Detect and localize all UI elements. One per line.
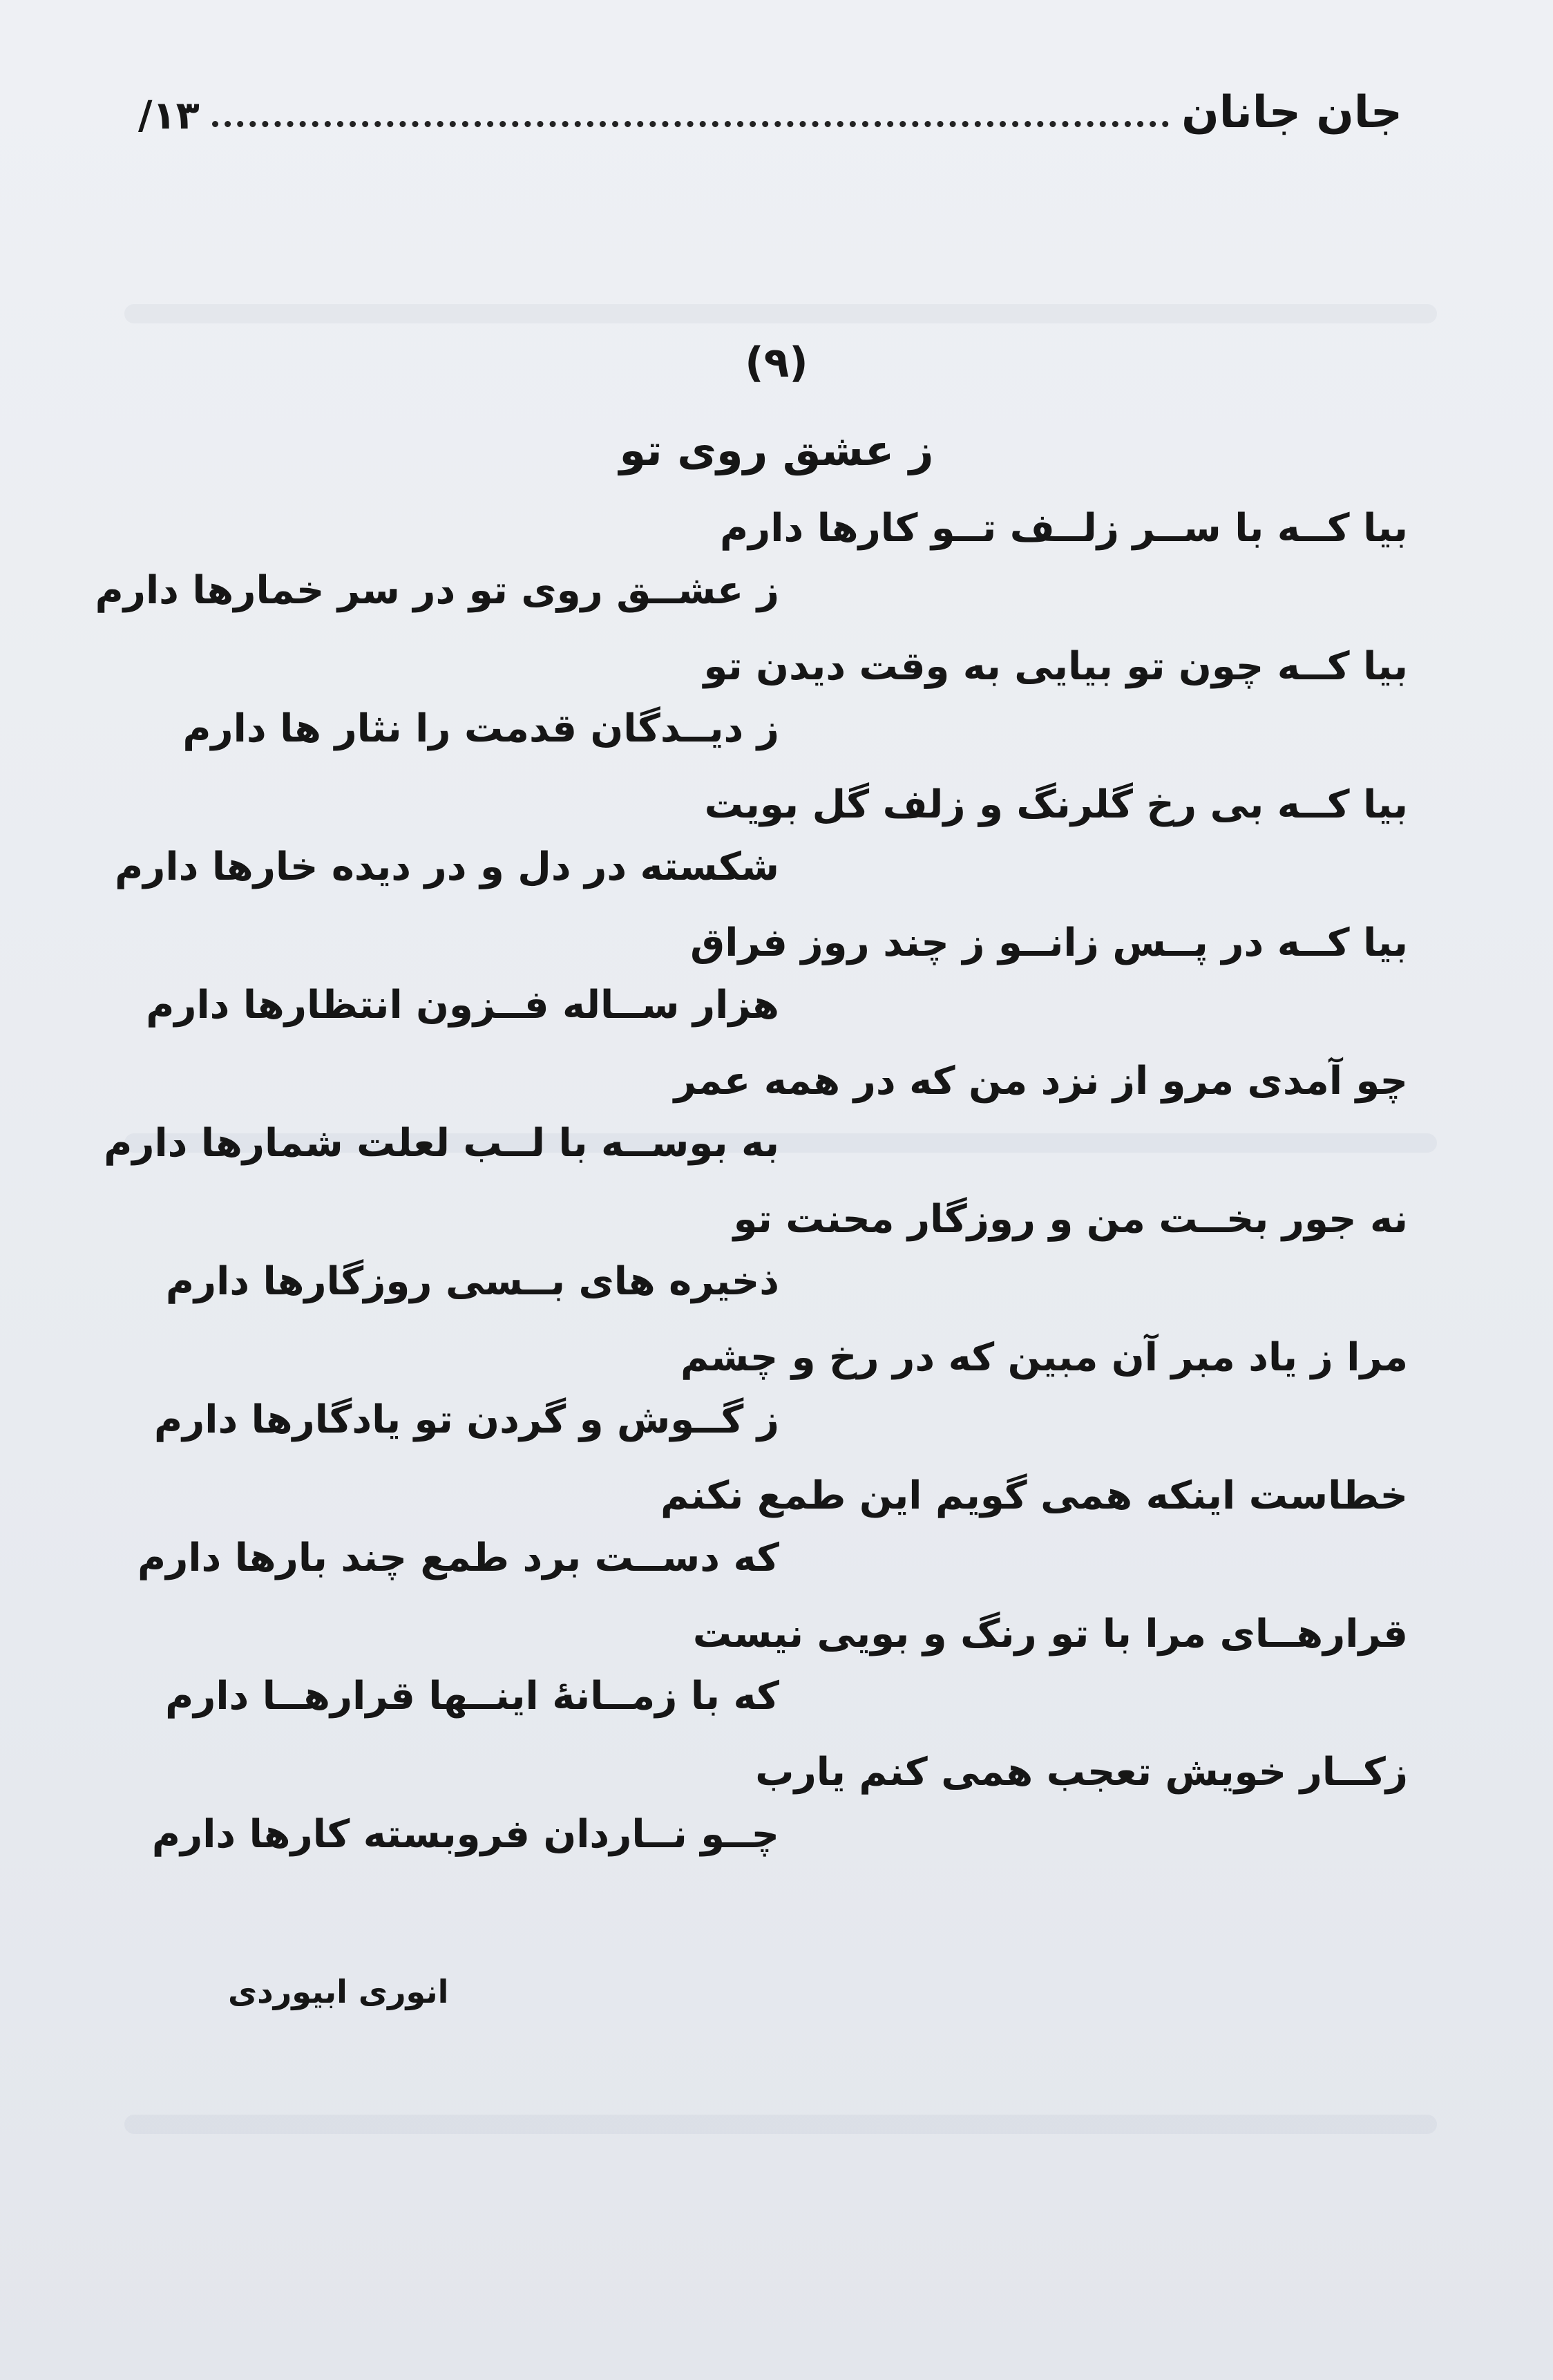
verse-first-hemistich: بیا کــه با ســر زلــف تــو کارها دارم xyxy=(720,506,1408,551)
verse xyxy=(0,1607,1553,1745)
verse-first-hemistich: قرارهــای مرا با تو رنگ و بویی نیست xyxy=(692,1612,1408,1656)
verse-second-hemistich: ز گــوش و گردن تو یادگارها دارم xyxy=(153,1397,779,1442)
verse-second-hemistich: ذخیره های بــسی روزگارها دارم xyxy=(165,1259,779,1304)
verse-first-hemistich: مرا ز یاد مبر آن مبین که در رخ و چشم xyxy=(680,1335,1408,1380)
verse xyxy=(0,1192,1553,1330)
poem-number: (۹) xyxy=(745,339,808,387)
page-header xyxy=(138,55,1402,138)
header-dotted-leader xyxy=(212,120,1169,127)
verse-first-hemistich: خطاست اینکه همی گویم این طمع نکنم xyxy=(660,1473,1408,1518)
verse xyxy=(0,639,1553,777)
verse-second-hemistich: ز دیــدگان قدمت را نثار ها دارم xyxy=(182,706,779,751)
verse-first-hemistich: نه جور بخــت من و روزگار محنت تو xyxy=(733,1197,1408,1242)
verse xyxy=(0,777,1553,916)
verse-second-hemistich: چــو نــاردان فروبسته کارها دارم xyxy=(151,1812,779,1857)
verse-second-hemistich: که دســت برد طمع چند بارها دارم xyxy=(137,1536,779,1580)
verse xyxy=(0,501,1553,639)
verse-second-hemistich: شکسته در دل و در دیده خارها دارم xyxy=(115,844,779,889)
verse xyxy=(0,916,1553,1054)
verse-second-hemistich: که با زمــانهٔ اینــها قرارهــا دارم xyxy=(165,1674,779,1719)
running-title: جان جانان xyxy=(1181,87,1402,138)
poet-signature: انوری ابیوردی xyxy=(228,1973,449,2010)
bleed-through-shadow xyxy=(124,2115,1437,2134)
verse-second-hemistich: ز عشــق روی تو در سر خمارها دارم xyxy=(95,568,779,613)
verse-first-hemistich: بیا کــه چون تو بیایی به وقت دیدن تو xyxy=(703,644,1408,689)
verse-first-hemistich: بیا کــه در پــس زانــو ز چند روز فراق xyxy=(690,920,1408,965)
verse xyxy=(0,1468,1553,1607)
poem-title: ز عشق روی تو xyxy=(619,425,934,475)
bleed-through-shadow xyxy=(124,304,1437,323)
verse-first-hemistich: بیا کــه بی رخ گلرنگ و زلف گل بویت xyxy=(704,782,1408,827)
verse xyxy=(0,1745,1553,1883)
verse-second-hemistich: هزار ســاله فــزون انتظارها دارم xyxy=(146,983,779,1028)
verse-first-hemistich: چو آمدی مرو از نزد من که در همه عمر xyxy=(674,1059,1408,1104)
verse xyxy=(0,1330,1553,1468)
verse xyxy=(0,1054,1553,1192)
verse-second-hemistich: به بوســه با لــب لعلت شمارها دارم xyxy=(104,1121,779,1166)
verse-first-hemistich: زکــار خویش تعجب همی کنم یارب xyxy=(755,1750,1408,1795)
page-number: /۱۳ xyxy=(138,93,200,138)
